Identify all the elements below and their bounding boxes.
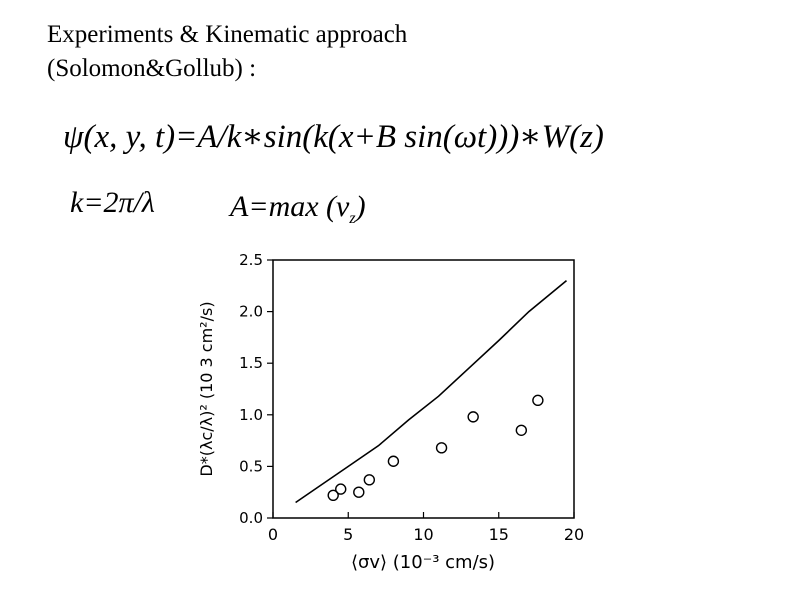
data-point (437, 443, 447, 453)
data-point (364, 475, 374, 485)
x-tick-label: 10 (413, 525, 434, 544)
x-tick-label: 15 (488, 525, 509, 544)
data-point (516, 425, 526, 435)
wavenumber-equation: k=2π/λ (70, 186, 155, 219)
x-axis-ticks (268, 512, 584, 544)
diffusion-chart (180, 235, 610, 580)
y-tick-label: 0.0 (239, 509, 263, 527)
x-tick-label: 5 (343, 525, 354, 544)
plot-frame (273, 260, 574, 518)
y-axis-label: D*(λc/λ)² (10 3 cm²/s) (197, 301, 216, 477)
data-points (328, 395, 543, 500)
x-axis-label: ⟨σv⟩ (10⁻³ cm/s) (350, 552, 496, 573)
data-point (388, 456, 398, 466)
data-point (533, 395, 543, 405)
title-line-2: (Solomon&Gollub) : (47, 55, 257, 82)
amplitude-equation-subscript: z (349, 210, 356, 227)
data-point (354, 487, 364, 497)
stream-function-equation: ψ(x, y, t)=A/k∗sin(k(x+B sin(ωt)))∗W(z) (63, 119, 604, 155)
y-tick-label: 1.5 (239, 354, 263, 373)
amplitude-equation (230, 190, 366, 228)
slide-title (47, 18, 407, 86)
model-curve (296, 281, 567, 503)
title-line-1: Experiments & Kinematic approach (47, 21, 408, 48)
x-tick-label: 20 (563, 525, 585, 544)
data-point (336, 484, 346, 494)
y-tick-label: 1.0 (239, 405, 263, 424)
y-tick-label: 2.0 (239, 302, 263, 321)
y-tick-label: 2.5 (239, 251, 263, 269)
y-axis-ticks (239, 251, 273, 527)
data-point (468, 412, 478, 422)
amplitude-equation-main: A=max (v (230, 190, 350, 223)
x-tick-label: 0 (267, 525, 279, 544)
amplitude-equation-close: ) (355, 190, 366, 223)
y-tick-label: 0.5 (239, 457, 263, 476)
